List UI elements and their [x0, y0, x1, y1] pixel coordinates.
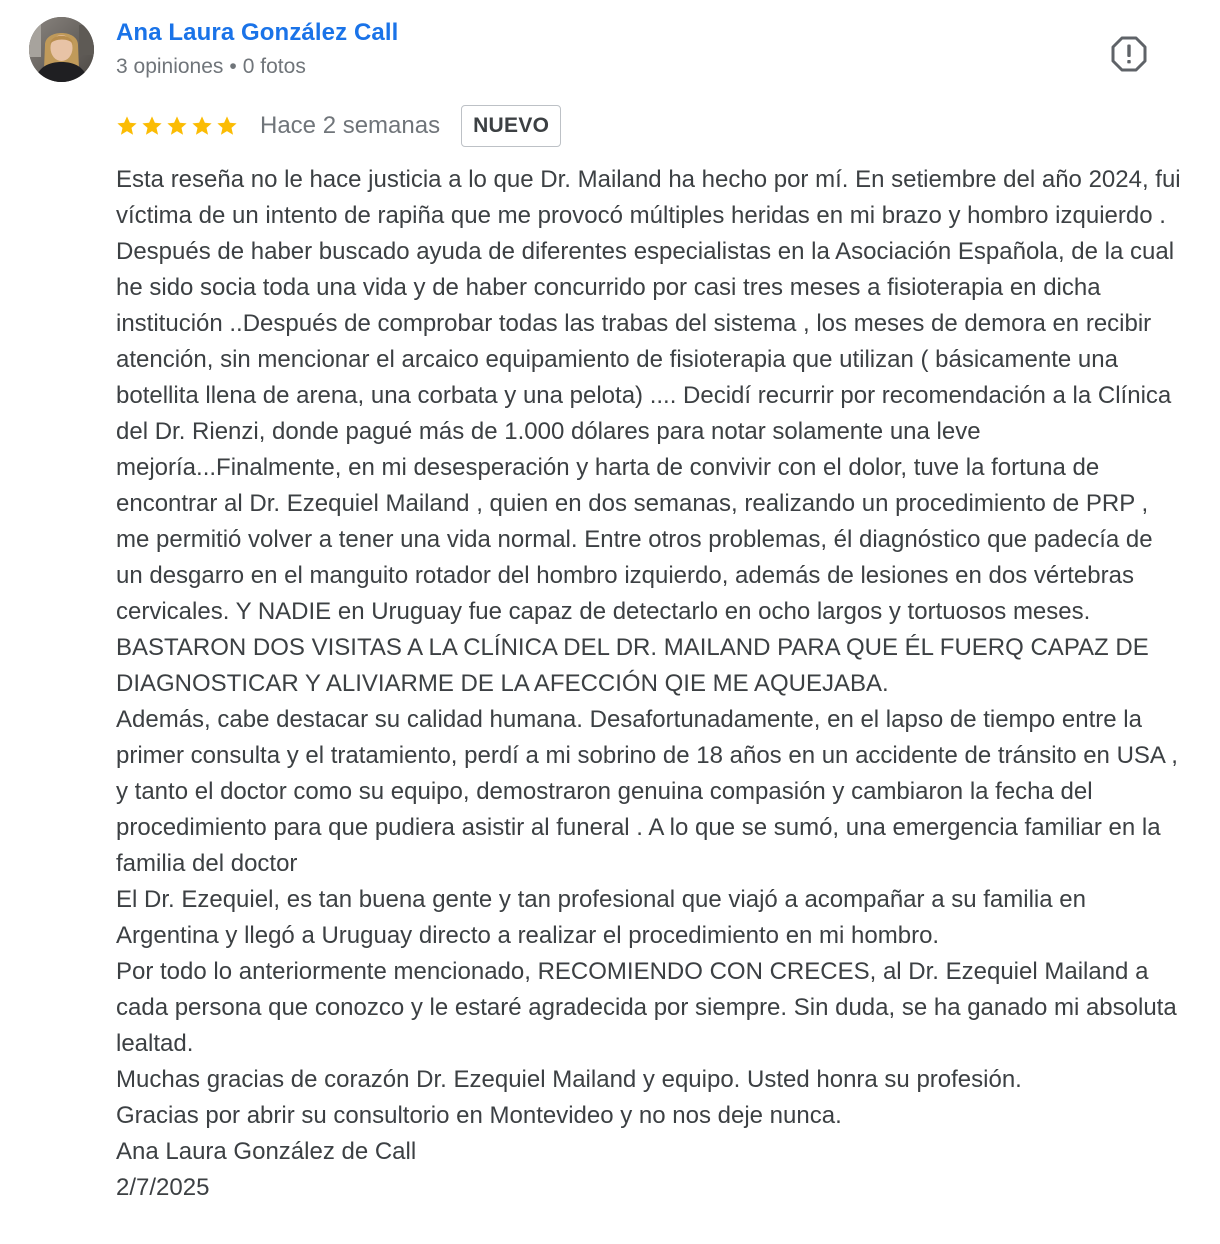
photo-count: 0 fotos — [242, 55, 306, 78]
review-date: Hace 2 semanas — [260, 112, 441, 139]
avatar-photo — [29, 17, 94, 82]
review-count: 3 opiniones — [116, 55, 224, 78]
report-flag-icon — [1110, 35, 1148, 73]
review-paragraph: El Dr. Ezequiel, es tan buena gente y tan profesional que viajó a acompañar a su familia en Argentina y llegó a Uruguay directo a realizar el procedimiento en mi hombro. — [116, 886, 1086, 949]
star-icon — [191, 115, 213, 137]
star-rating — [116, 115, 238, 137]
review-paragraph: Gracias por abrir su consultorio en Montevideo y no nos deje nunca. — [116, 1102, 842, 1129]
review-text — [116, 162, 1181, 1206]
report-button[interactable] — [1110, 35, 1148, 73]
author-meta — [116, 55, 306, 79]
avatar[interactable] — [29, 17, 94, 82]
star-icon — [116, 115, 138, 137]
author-name-link[interactable]: Ana Laura González Call — [116, 19, 399, 46]
meta-separator: • — [229, 55, 237, 78]
review-paragraph: Por todo lo anteriormente mencionado, RECOMIENDO CON CRECES, al Dr. Ezequiel Mailand a cada persona que conozco y le estaré agradecida por siempre. Sin duda, se ha ganado mi absoluta lealtad. — [116, 958, 1177, 1057]
review-signature: Ana Laura González de Call — [116, 1138, 417, 1165]
review-paragraph: Además, cabe destacar su calidad humana. Desafortunadamente, en el lapso de tiempo entre la primer consulta y el tratamiento, perdí a mi sobrino de 18 años en un accidente de tránsito en USA , y tanto el doctor como su equipo, demostraron genuina compasión y cambiaron la fecha del procedimiento para que pudiera asistir al funeral . A lo que se sumó, una emergencia familiar en la familia del doctor — [116, 706, 1178, 877]
star-icon — [141, 115, 163, 137]
new-badge: NUEVO — [461, 105, 561, 147]
review-paragraph: Esta reseña no le hace justicia a lo que Dr. Mailand ha hecho por mí. En setiembre del año 2024, fui víctima de un intento de rapiña que me provocó múltiples heridas en mi brazo y hombro izquierdo . Después de haber buscado ayuda de diferentes especialistas en la Asociación Española, de la cual he sido socia toda una vida y de haber concurrido por casi tres meses a fisioterapia en dicha institución ..Después de comprobar todas las trabas del sistema , los meses de demora en recibir atención, sin mencionar el arcaico equipamiento de fisioterapia que utilizan ( básicamente una botellita llena de arena, una corbata y una pelota) .... Decidí recurrir por recomendación a la Clínica del Dr. Rienzi, donde pagué más de 1.000 dólares para notar solamente una leve mejoría...Finalmente, en mi desesperación y harta de convivir con el dolor, tuve la fortuna de encontrar al Dr. Ezequiel Mailand , quien en dos semanas, realizando un procedimiento de PRP , me permitió volver a tener una vida normal. Entre otros problemas, él diagnóstico que padecía de un desgarro en el manguito rotador del hombro izquierdo, además de lesiones en dos vértebras cervicales. Y NADIE en Uruguay fue capaz de detectarlo en ocho largos y tortuosos meses. BASTARON DOS VISITAS A LA CLÍNICA DEL DR. MAILAND PARA QUE ÉL FUERQ CAPAZ DE DIAGNOSTICAR Y ALIVIARME DE LA AFECCIÓN QIE ME AQUEJABA. — [116, 166, 1181, 697]
review-signature-date: 2/7/2025 — [116, 1174, 210, 1201]
review-paragraph: Muchas gracias de corazón Dr. Ezequiel Mailand y equipo. Usted honra su profesión. — [116, 1066, 1022, 1093]
star-icon — [216, 115, 238, 137]
rating-row — [116, 105, 561, 147]
star-icon — [166, 115, 188, 137]
